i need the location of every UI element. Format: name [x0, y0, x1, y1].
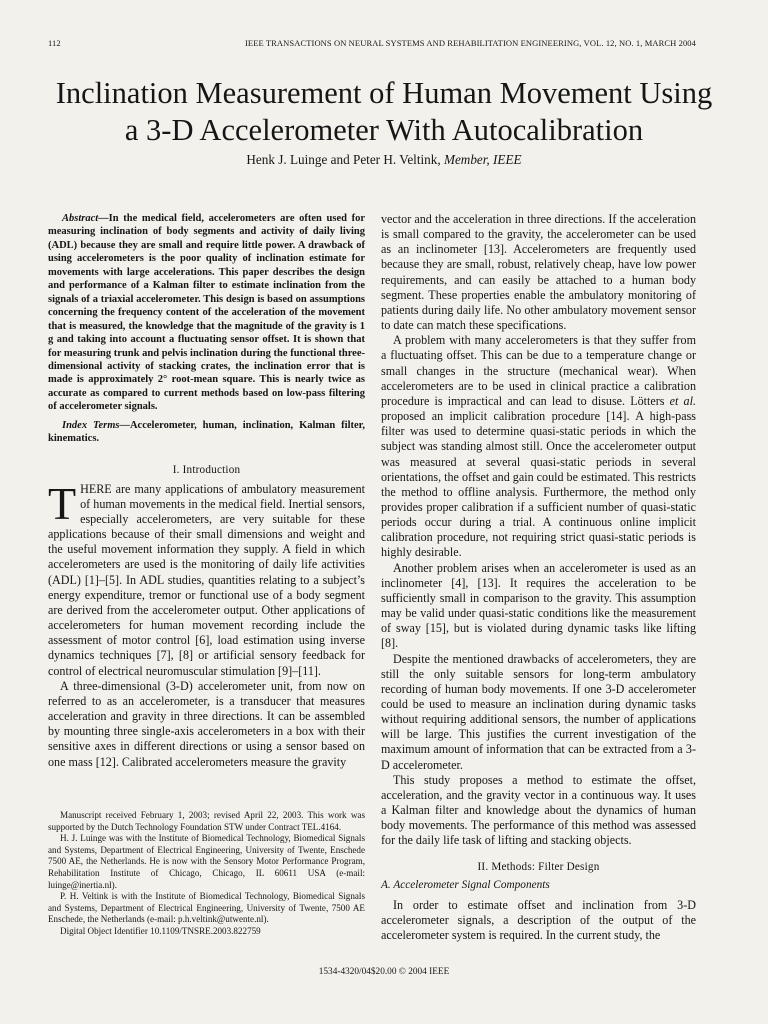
right-paragraph-6: In order to estimate offset and inclination from 3-D accelerometer signals, a description of the output of the accelerometer system is required. In the current study, the [381, 897, 696, 942]
footnote-author-luinge: H. J. Luinge was with the Institute of Biomedical Technology, Biomedical Signals and Systems, Department of Electrical Engineering, University of Twente, Enschede 7500 AE, the Netherlands. He is now with the Sensory Motor Performance Program, Rehabilitation Institute of Chicago, Chicago, IL 60611 USA (e-mail: luinge@inertia.nl). [48, 833, 365, 890]
index-terms-label: Index Terms— [62, 419, 130, 431]
footnote-manuscript: Manuscript received February 1, 2003; revised April 22, 2003. This work was supported by the Dutch Technology Foundation STW under Contract TEL.4164. [48, 810, 365, 832]
footnote-doi: Digital Object Identifier 10.1109/TNSRE.2003.822759 [60, 925, 261, 936]
author-names: Henk J. Luinge and Peter H. Veltink, [246, 152, 441, 167]
et-al: et al. [669, 393, 696, 408]
right-paragraph-4: Despite the mentioned drawbacks of accelerometers, they are still the only suitable sensors for long-term ambulatory recording of human body movements. If one 3-D accelerometer could be used to measure an inclination during dynamic tasks without requiring additional sensors, the number of applications will be large. This justifies the current investigation of the maximum amount of information that can be extracted from a 3-D accelerometer. [381, 651, 696, 772]
abstract [48, 212, 365, 414]
right-column [381, 212, 696, 943]
left-column [48, 212, 365, 770]
index-terms-text: Accelerometer, human, inclination, Kalman filter, kinematics. [48, 419, 365, 445]
right-paragraph-3: Another problem arises when an accelerometer is used as an inclinometer [4], [13]. It requires the acceleration to be sufficiently small in comparison to the gravity. This assumption may be valid under quasi-static conditions like the measurement of sway [15], but is violated during dynamic tasks like lifting [8]. [381, 560, 696, 651]
intro-paragraph-1-text: HERE are many applications of ambulatory measurement of human movements in the medical field. Inertial sensors, especially accelerometers, are very suitable for these applications because of their small dimensions and weight and the useful movement information they supply. A field in which accelerometers are used is the monitoring of daily life activities (ADL) [1]–[5]. In ADL studies, quantities relating to a subject’s energy expenditure, tremor or functional use of a body segment are derived from the accelerometer output. Other applications of accelerometers for human movement recording include the assessment of motor control [6], load estimation using inverse dynamics techniques [7], [8] or artificial sensory feedback for control of electrical neuromuscular stimulation [9]–[11]. [48, 481, 365, 678]
page-number: 112 [48, 38, 61, 48]
right-paragraph-1: vector and the acceleration in three directions. If the acceleration is small compared to the gravity, the accelerometer can be used as an inclinometer [13]. Accelerometers are frequently used because they are small, robust, relatively cheap, have low power requirements, and can easily be attached to a human body segment. These properties enable the ambulatory monitoring of patients during daily life. No other ambulatory movement sensor to date can match these specifications. [381, 212, 696, 333]
right-paragraph-2b: proposed an implicit calibration procedure [14]. A high-pass filter was used to determine quasi-static periods in which the subject was standing almost still. Once the accelerometer output was measured at several quasi-static periods in several orientations, the offset and gain could be estimated. This restricts the method to offline analysis. Furthermore, the method only provides proper calibration if a sufficient number of quasi-static periods occur during a trial. A continuous online implicit calibration procedure, not requiring strict quasi-static periods is highly desirable. [381, 409, 696, 560]
footnotes [48, 810, 365, 938]
section-heading-introduction: I. Introduction [172, 463, 241, 476]
author-line [30, 152, 738, 168]
abstract-text: In the medical field, accelerometers are often used for measuring inclination of body segments and activity of daily living (ADL) because they are small and require little power. A drawback of using accelerometers is the poor quality of inclination estimate for movements with large accelerations. This paper describes the design and performance of a Kalman filter to estimate inclination from the signals of a triaxial accelerometer. This design is based on assumptions concerning the frequency content of the acceleration of the movement that is measured, the knowledge that the magnitude of the gravity is 1 g and taking into account a fluctuating sensor offset. It is shown that for measuring trunk and pelvis inclination during the functional three-dimensional activity of stacking crates, the inclination error that is made is approximately 2° root-mean square. This is nearly twice as accurate as compared to current methods based on low-pass filtering of accelerometer signals. [48, 213, 365, 413]
right-paragraph-2a: A problem with many accelerometers is that they suffer from a fluctuating offset. This can be due to a temperature change or small changes in the structure (mechanical wear). When accelerometers are to be used in clinical practice a calibration procedure is impractical and can lead to disuse. Lötters [381, 333, 696, 408]
intro-paragraph-2: A three-dimensional (3-D) accelerometer unit, from now on referred to as an accelerometer, is a transducer that measures acceleration and gravity in three directions. It can be assembled by mounting three single-axis accelerometers in a box with their sensitive axes in different directions or using a sensor based on one mass [12]. Calibrated accelerometers measure the gravity [48, 678, 365, 769]
copyright-footer: 1534-4320/04$20.00 © 2004 IEEE [318, 967, 450, 977]
journal-header: IEEE TRANSACTIONS ON NEURAL SYSTEMS AND REHABILITATION ENGINEERING, VOL. 12, NO. 1, MARCH 2004 [244, 38, 696, 48]
paper-title [30, 75, 738, 149]
abstract-label: Abstract— [62, 213, 109, 224]
index-terms [48, 419, 365, 446]
right-paragraph-2 [381, 333, 696, 560]
subsection-heading-signal-components: A. Accelerometer Signal Components [381, 878, 550, 891]
intro-paragraph-1 [48, 477, 365, 679]
footnote-author-veltink: P. H. Veltink is with the Institute of Biomedical Technology, Biomedical Signals and Systems, Department of Electrical Engineering, University of Twente, 7500 AE Enschede, the Netherlands (e-mail: p.h.veltink@utwente.nl). [48, 891, 365, 925]
title-line-2: a 3-D Accelerometer With Autocalibration [124, 113, 644, 147]
author-membership: Member, IEEE [443, 152, 522, 167]
right-paragraph-5: This study proposes a method to estimate the offset, acceleration, and the gravity vector in a continuous way. It uses a Kalman filter and knowledge about the dynamics of human body movements. The performance of this method was assessed for the daily life task of lifting and stacking objects. [381, 772, 696, 848]
section-heading-methods: II. Methods: Filter Design [477, 860, 600, 873]
drop-cap: T [48, 477, 77, 529]
title-line-1: Inclination Measurement of Human Movement Using [55, 76, 713, 110]
